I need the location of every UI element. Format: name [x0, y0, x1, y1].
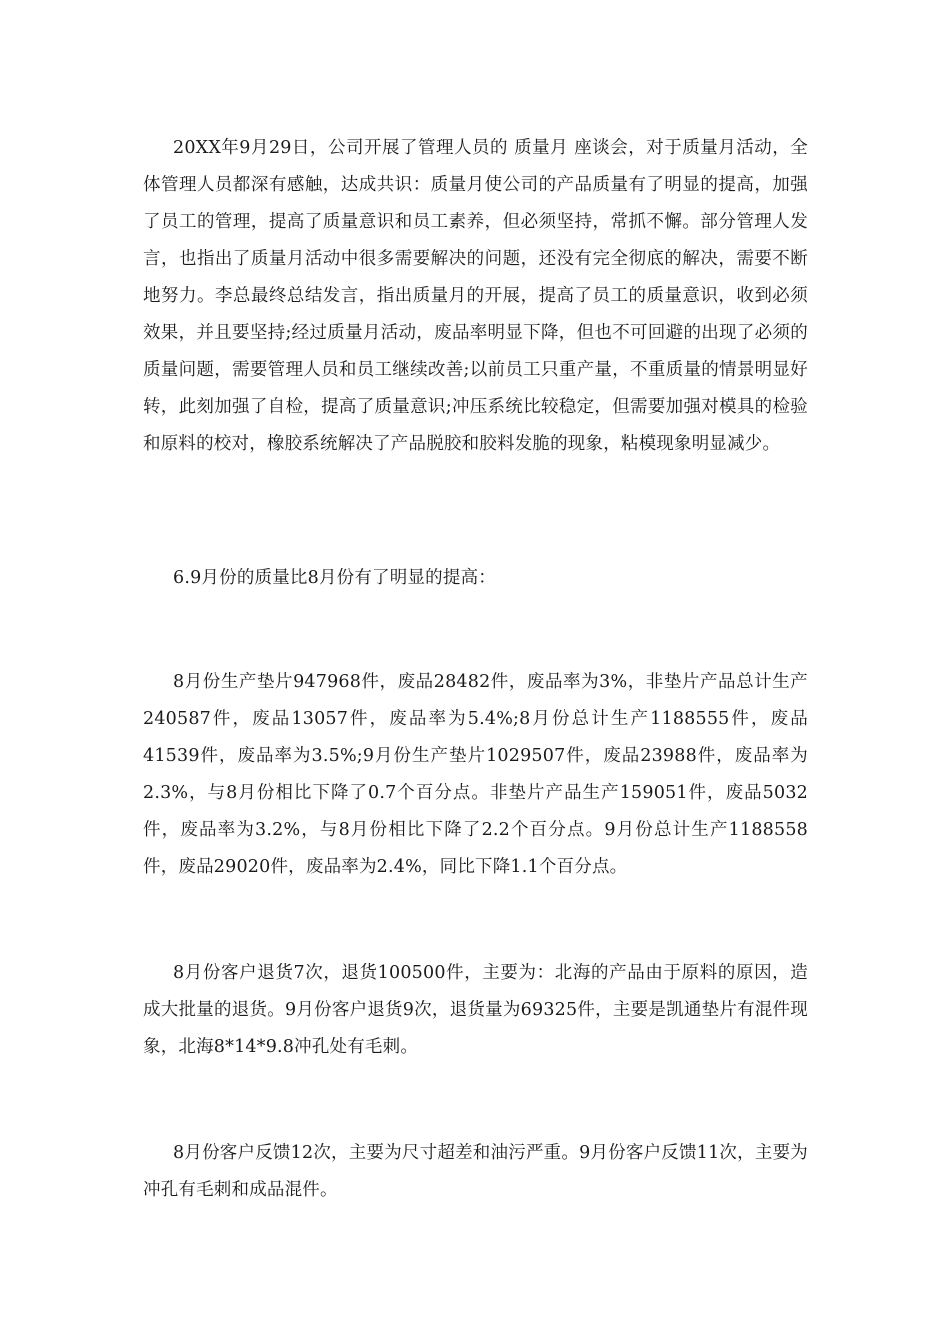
paragraph-production-statistics: 8月份生产垫片947968件，废品28482件，废品率为3%，非垫片产品总计生产240587件，废品13057件，废品率为5.4%;8月份总计生产1188555件，废品41539件，废品率为3.5%;9月份生产垫片1029507件，废品23988件，废品率为2.3%，与8月份相比下降了0.7个百分点。非垫片产品生产159051件，废品5032件，废品率为3.2%，与8月份相比下降了2.2个百分点。9月份总计生产1188558件，废品29020件，废品率为2.4%，同比下降1.1个百分点。 [143, 672, 808, 877]
paragraph-section-heading: 6.9月份的质量比8月份有了明显的提高： [173, 568, 496, 588]
paragraph-customer-feedback: 8月份客户反馈12次，主要为尺寸超差和油污严重。9月份客户反馈11次，主要为冲孔有毛刺和成品混件。 [143, 1143, 808, 1200]
paragraph-customer-returns: 8月份客户退货7次，退货100500件，主要为：北海的产品由于原料的原因，造成大批量的退货。9月份客户退货9次，退货量为69325件，主要是凯通垫片有混件现象，北海8*14*9.8冲孔处有毛刺。 [143, 963, 808, 1057]
paragraph-quality-month-meeting: 20XX年9月29日，公司开展了管理人员的 质量月 座谈会，对于质量月活动，全体管理人员都深有感触，达成共识：质量月使公司的产品质量有了明显的提高，加强了员工的管理，提高了质量意识和员工素养，但必须坚持，常抓不懈。部分管理人发言，也指出了质量月活动中很多需要解决的问题，还没有完全彻底的解决，需要不断地努力。李总最终总结发言，指出质量月的开展，提高了员工的质量意识，收到必须效果，并且要坚持;经过质量月活动，废品率明显下降，但也不可回避的出现了必须的质量问题，需要管理人员和员工继续改善;以前员工只重产量，不重质量的情景明显好转，此刻加强了自检，提高了质量意识;冲压系统比较稳定，但需要加强对模具的检验和原料的校对，橡胶系统解决了产品脱胶和胶料发脆的现象，粘模现象明显减少。 [143, 138, 808, 454]
